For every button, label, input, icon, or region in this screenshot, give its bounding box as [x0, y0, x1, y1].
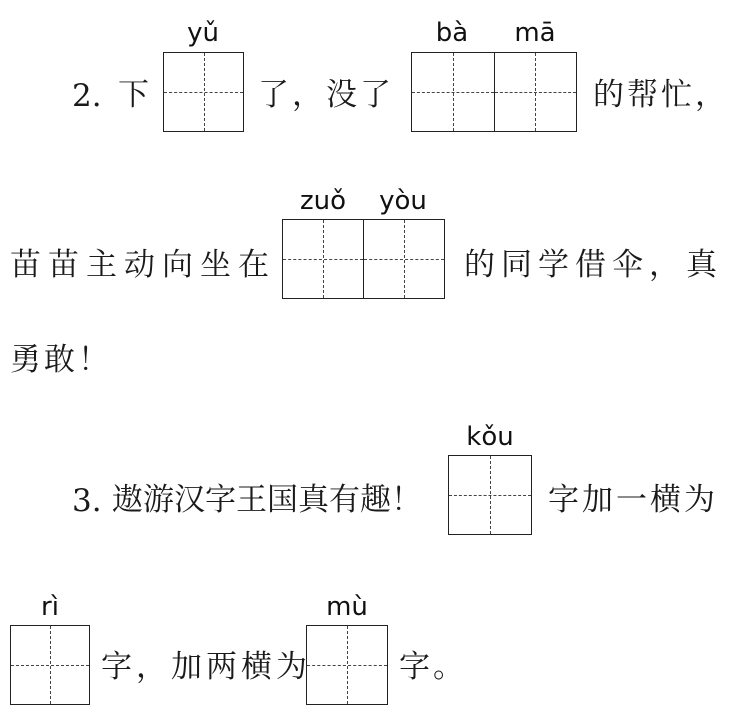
writing-cell[interactable]: [11, 626, 89, 704]
writing-box-baba-mama[interactable]: [411, 52, 577, 132]
writing-cell[interactable]: [494, 53, 577, 131]
q3-number: 3.: [72, 483, 102, 519]
pinyin-ri: rì: [41, 592, 59, 622]
q3-text-line2-end: 字。: [399, 649, 467, 685]
pinyin-zuo: zuǒ: [299, 186, 347, 216]
writing-cell[interactable]: [412, 53, 494, 131]
q2-text-before-rain: 下: [118, 77, 152, 113]
writing-box-ri[interactable]: [10, 625, 90, 705]
q3-text-line1-before: 遨游汉字王国真有趣！: [112, 482, 422, 518]
q3-text-line2-middle: 字，加两横为: [101, 649, 311, 685]
writing-cell[interactable]: [164, 53, 243, 131]
writing-cell[interactable]: [449, 456, 531, 534]
writing-cell[interactable]: [283, 220, 363, 298]
writing-cell[interactable]: [363, 220, 444, 298]
q2-number: 2.: [72, 78, 102, 114]
writing-box-kou[interactable]: [448, 455, 532, 535]
pinyin-you: yòu: [379, 186, 427, 216]
q2-text-after-rain: 了，没了: [258, 77, 394, 113]
q2-text-line2-before: 苗苗主动向坐在: [10, 247, 276, 283]
writing-box-yu[interactable]: [163, 52, 244, 132]
writing-box-zuoyou[interactable]: [282, 219, 445, 299]
pinyin-mu: mù: [326, 592, 368, 622]
q2-text-line3: 勇敢！: [10, 342, 112, 378]
q2-text-after-parents: 的帮忙，: [593, 77, 729, 113]
pinyin-ba: bà: [435, 18, 469, 48]
pinyin-kou: kǒu: [466, 422, 514, 452]
pinyin-ma: mā: [514, 18, 556, 48]
writing-cell[interactable]: [307, 626, 387, 704]
writing-box-mu[interactable]: [306, 625, 388, 705]
q2-text-line2-after: 的同学借伞，真: [464, 247, 723, 283]
q3-text-line1-after: 字加一横为: [548, 482, 718, 518]
pinyin-yu: yǔ: [187, 18, 219, 48]
